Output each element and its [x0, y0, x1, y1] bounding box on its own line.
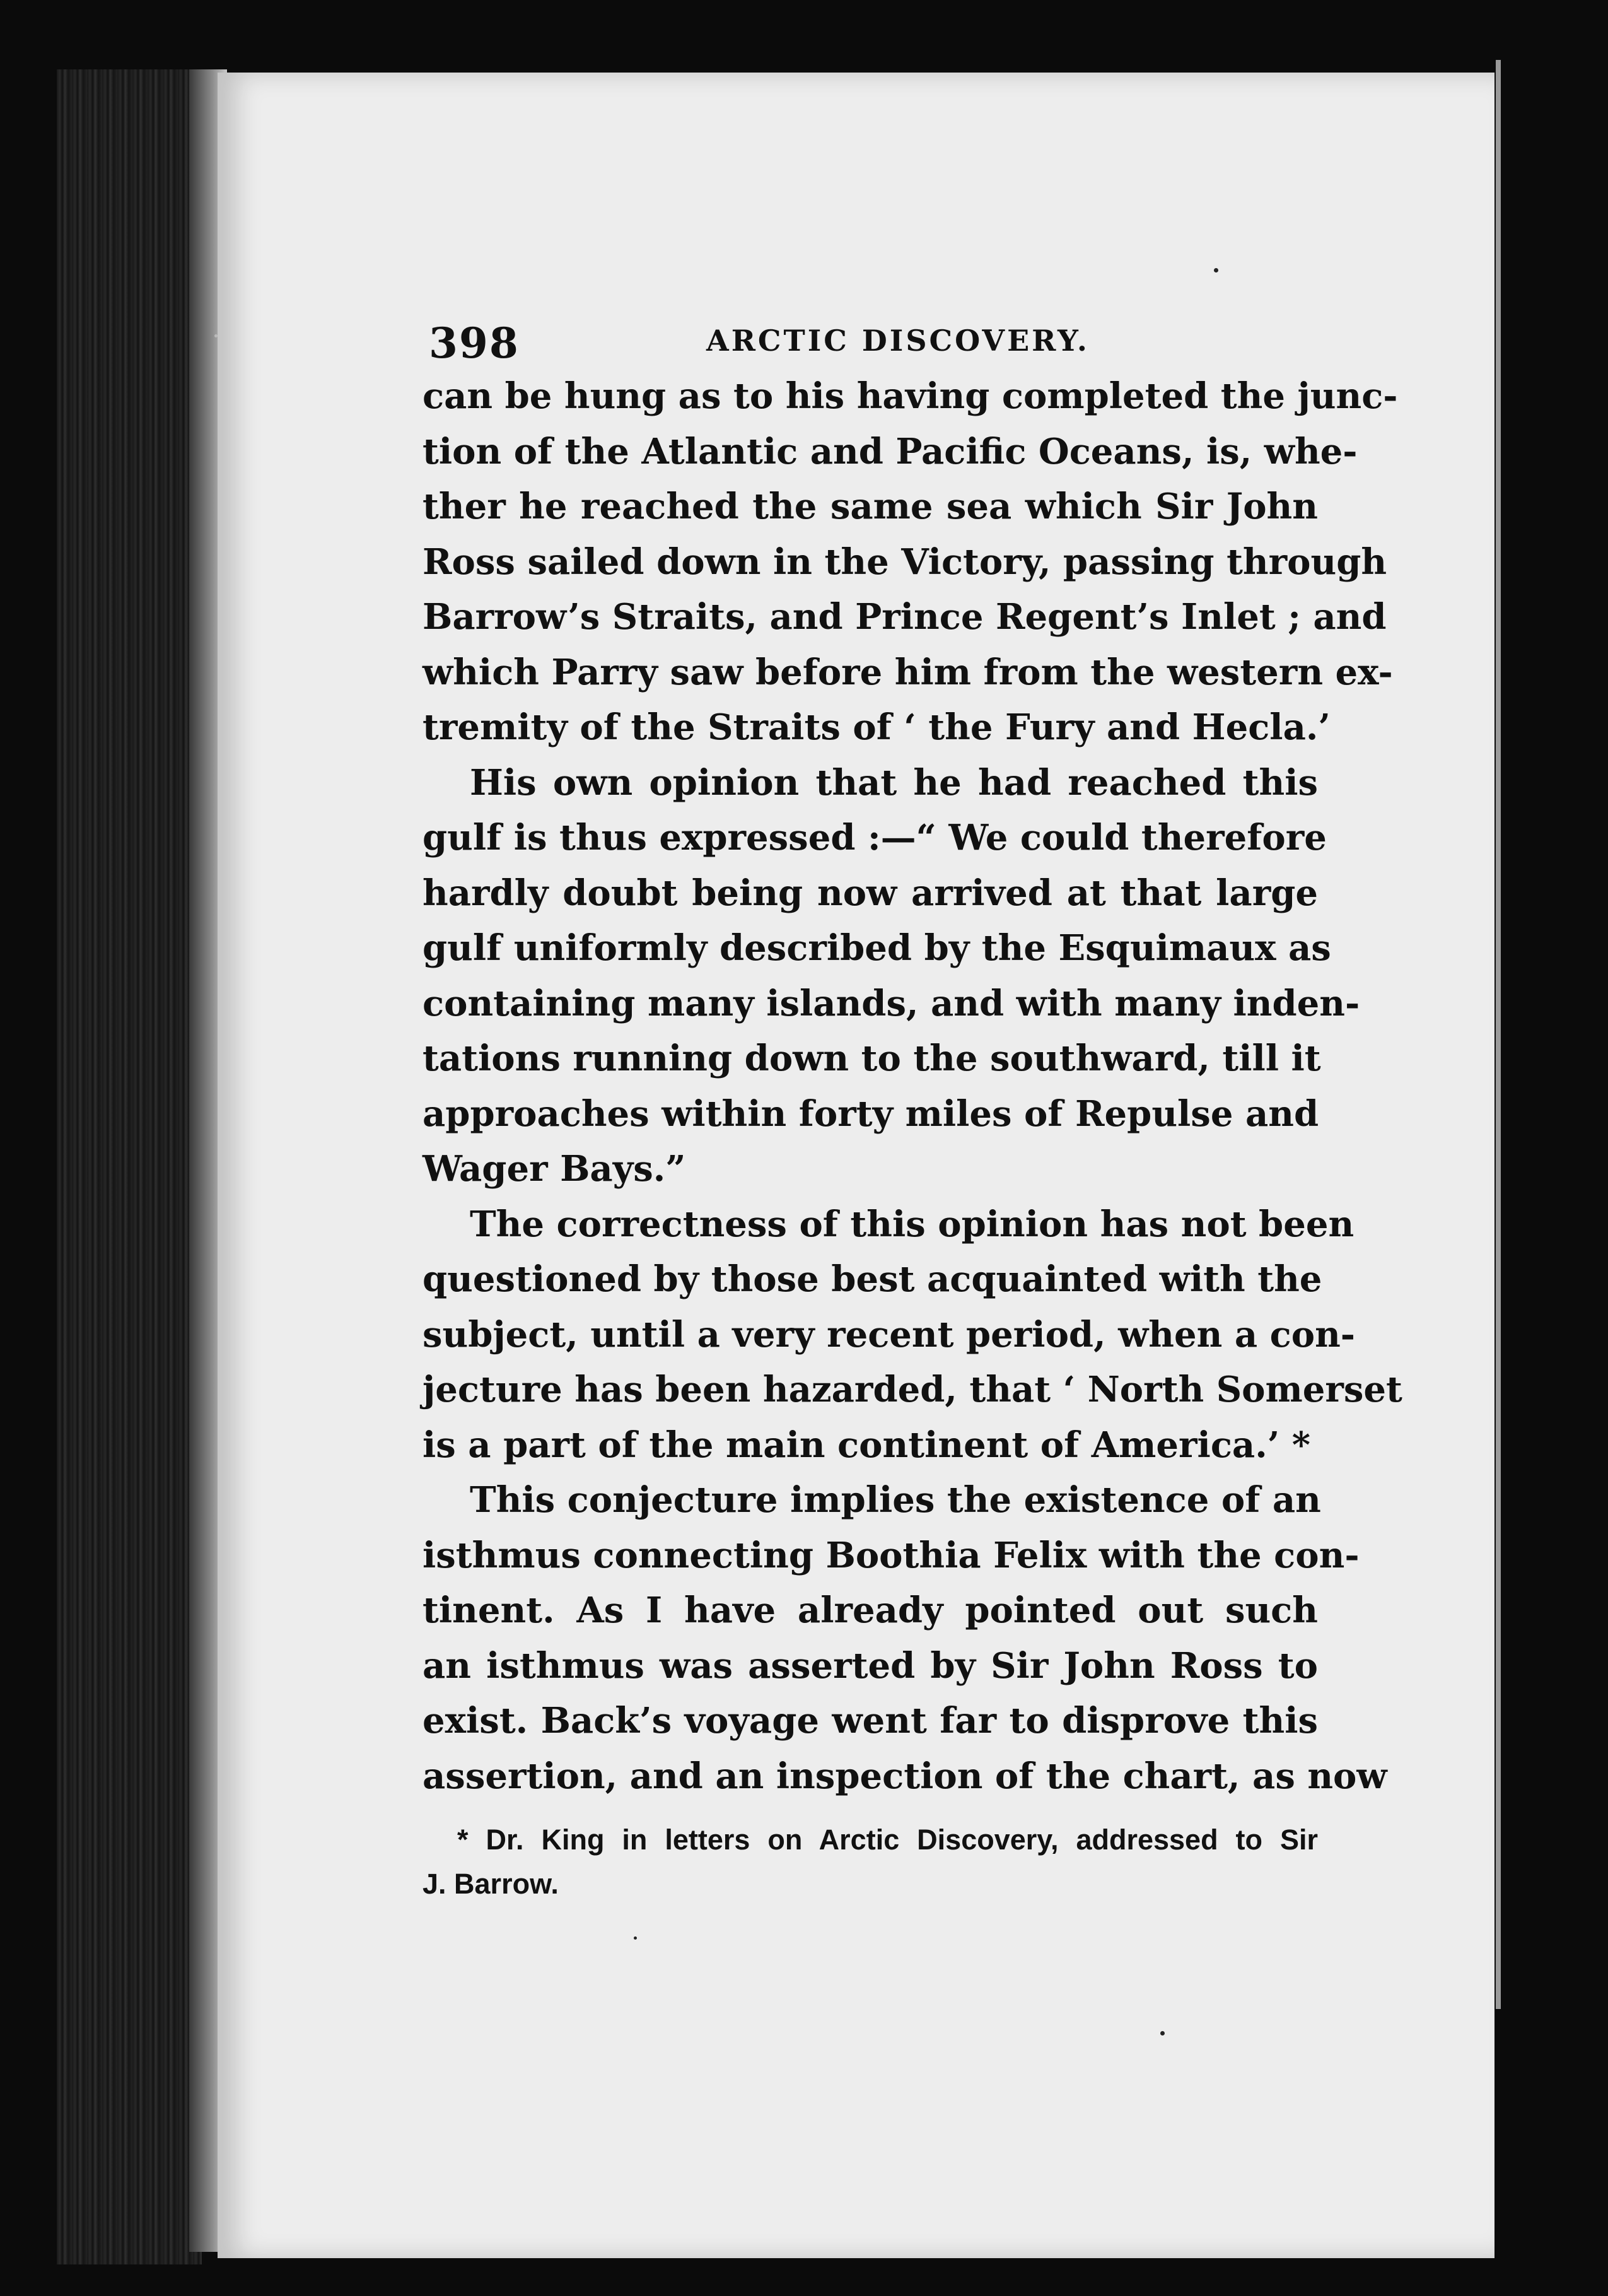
running-head — [422, 312, 1318, 369]
adjacent-page — [1494, 57, 1608, 2018]
text-line: isthmus connecting Boothia Felix with the con- — [422, 1534, 1360, 1576]
text-line: tations running down to the southward, till it — [422, 1038, 1321, 1079]
text-line: containing many islands, and with many inden- — [422, 982, 1360, 1024]
text-line: which Parry saw before him from the western ex- — [422, 651, 1393, 693]
paper-speck — [214, 334, 218, 337]
text-line: Wager Bays.” — [422, 1148, 686, 1190]
book-binding — [57, 69, 202, 2264]
paper-speck — [1214, 268, 1218, 272]
text-line: gulf uniformly described by the Esquimaux as — [422, 927, 1331, 969]
text-line: subject, until a very recent period, when a con- — [422, 1313, 1356, 1356]
text-line: approaches within forty miles of Repulse and — [422, 1092, 1319, 1135]
text-line: tion of the Atlantic and Pacific Oceans, is, whe- — [422, 430, 1358, 472]
text-line: The correctness of this opinion has not been — [470, 1203, 1355, 1245]
text-line: ther he reached the same sea which Sir John — [422, 486, 1318, 527]
text-line: gulf is thus expressed :—“ We could therefore — [422, 817, 1327, 858]
text-line: exist. Back’s voyage went far to disprove this — [422, 1700, 1318, 1742]
text-line: tinent. As I have already pointed out such — [422, 1590, 1318, 1631]
text-line: His own opinion that he had reached this — [470, 761, 1318, 804]
text-line: can be hung as to his having completed the junc- — [422, 375, 1398, 417]
adjacent-page-edge — [1496, 60, 1501, 2009]
footnote-line: * Dr. King in letters on Arctic Discovery, addressed to Sir — [457, 1824, 1318, 1856]
text-line: This conjecture implies the existence of an — [470, 1479, 1321, 1521]
page-text — [422, 312, 1402, 1906]
running-title: ARCTIC DISCOVERY. — [706, 324, 1090, 358]
page-number: 398 — [429, 319, 520, 368]
text-line: an isthmus was asserted by Sir John Ross to — [422, 1644, 1318, 1687]
text-line: jecture has been hazarded, that ‘ North Somerset — [422, 1369, 1402, 1410]
footnote-line: J. Barrow. — [422, 1868, 559, 1900]
footnote — [422, 1818, 1318, 1906]
body-text — [422, 369, 1402, 1804]
text-line: hardly doubt being now arrived at that large — [422, 872, 1318, 914]
text-line: Barrow’s Straits, and Prince Regent’s Inlet ; and — [422, 596, 1387, 638]
paper-speck — [634, 1936, 637, 1940]
text-line: assertion, and an inspection of the chart, as now — [422, 1755, 1387, 1797]
text-line: is a part of the main continent of America.’ * — [422, 1424, 1310, 1466]
text-line: tremity of the Straits of ‘ the Fury and Hecla.’ — [422, 706, 1331, 748]
paper-speck — [1160, 2031, 1165, 2035]
text-line: Ross sailed down in the Victory, passing through — [422, 541, 1387, 583]
text-line: questioned by those best acquainted with the — [422, 1258, 1322, 1300]
